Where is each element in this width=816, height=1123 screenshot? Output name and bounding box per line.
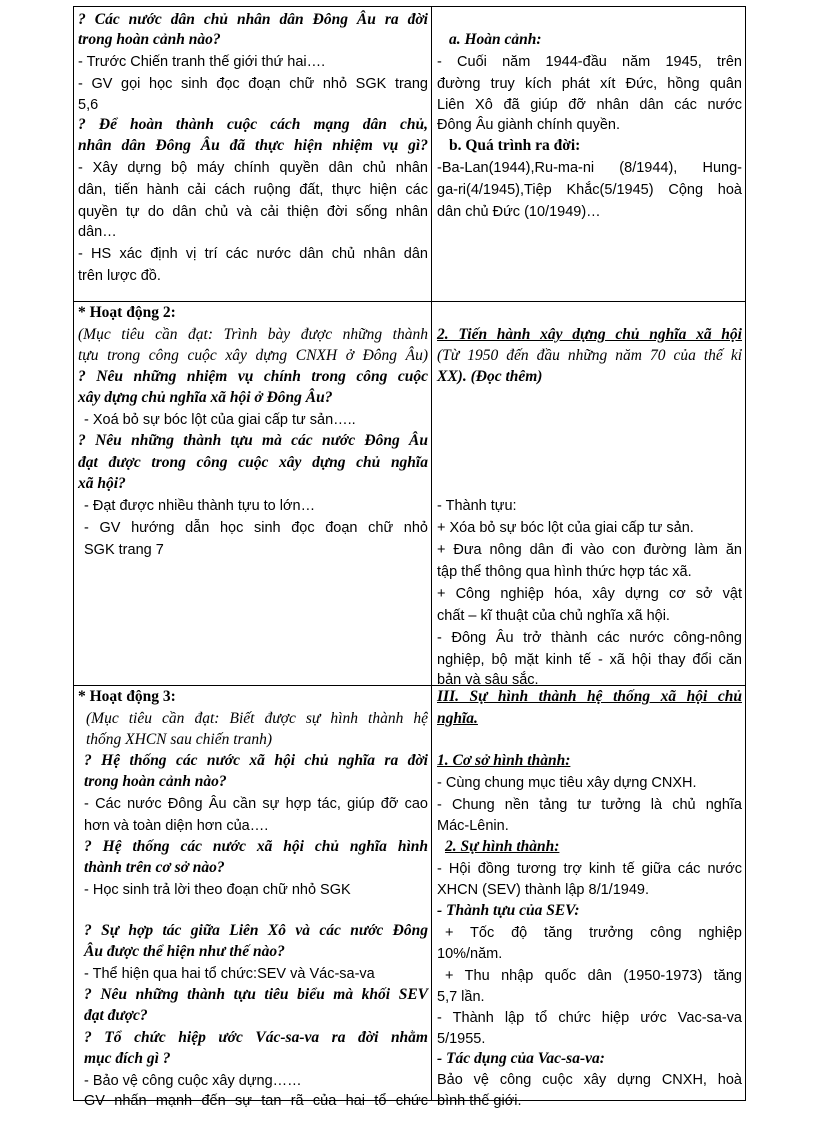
instruction-line: trên lược đồ. — [78, 268, 161, 284]
objective-line: thống XHCN sau chiến tranh) — [86, 731, 272, 748]
instruction-line: GV nhấn mạnh đến sự tan rã của hai tổ chức — [84, 1093, 428, 1109]
content-table — [73, 6, 746, 1109]
answer-line: - Xây dựng bộ máy chính quyền dân chủ nhân — [78, 160, 428, 176]
answer-line: - Thể hiện qua hai tổ chức:SEV và Vác-sa-va — [84, 966, 375, 982]
content-line: bình thế giới. — [437, 1093, 522, 1109]
section-heading: III. Sự hình thành hệ thống xã hội chủ — [437, 688, 742, 705]
section-heading: b. Quá trình ra đời: — [449, 137, 581, 154]
section-heading: a. Hoàn cảnh: — [449, 31, 542, 48]
answer-line: hơn và toàn diện hơn của…. — [84, 818, 269, 834]
question-line: ? Nêu những thành tựu mà các nước Đông Âu — [78, 432, 428, 449]
objective-line: (Mục tiêu cần đạt: Biết được sự hình thành hệ — [86, 710, 428, 727]
activity-heading: * Hoạt động 3: — [78, 688, 176, 705]
content-line: bản và sâu sắc. — [437, 672, 539, 688]
content-line: - Thành lập tổ chức hiệp ước Vac-sa-va — [437, 1010, 742, 1026]
question-line: thành trên cơ sở nào? — [84, 859, 225, 876]
content-line: - Đông Âu trở thành các nước công-nông — [437, 630, 742, 646]
content-line — [437, 302, 742, 324]
content-line: ga-ri(4/1945),Tiệp Khắc(5/1945) Cộng hoà — [437, 182, 742, 198]
content-line — [437, 9, 742, 31]
teacher-student-activity-cell — [74, 302, 431, 685]
instruction-line: 5,6 — [78, 97, 99, 113]
answer-line: - Đạt được nhiều thành tựu to lớn… — [84, 498, 316, 514]
lesson-content-cell — [431, 302, 745, 688]
content-line: + Xóa bỏ sự bóc lột của giai cấp tư sản. — [437, 520, 694, 536]
content-line: 10%/năm. — [437, 946, 503, 962]
content-line: XX). (Đọc thêm) — [437, 368, 543, 385]
question-line: mục đích gì ? — [84, 1050, 171, 1067]
question-line: đạt được? — [84, 1007, 148, 1024]
content-line: - Cùng chung mục tiêu xây dựng CNXH. — [437, 775, 697, 791]
content-line: đường truy kích phát xít Đức, hồng quân — [437, 76, 742, 92]
question-line: ? Để hoàn thành cuộc cách mạng dân chủ, — [78, 116, 428, 133]
table-row — [74, 685, 745, 1109]
content-subheading: - Tác dụng của Vac-sa-va: — [437, 1050, 605, 1067]
content-line: dân chủ Đức (10/1949)… — [437, 204, 601, 220]
table-row — [74, 301, 745, 688]
content-line: tập thể thông qua hình thức hợp tác xã. — [437, 564, 692, 580]
lesson-content-cell — [431, 7, 745, 301]
content-line: + Thu nhập quốc dân (1950-1973) tăng — [445, 968, 742, 984]
content-line: + Tốc độ tăng trưởng công nghiệp — [445, 925, 742, 941]
section-heading: 2. Tiến hành xây dựng chủ nghĩa xã hội — [437, 326, 742, 343]
instruction-line: SGK trang 7 — [84, 542, 164, 558]
question-line: ? Hệ thống các nước xã hội chủ nghĩa hình — [84, 838, 428, 855]
instruction-line: - GV gọi học sinh đọc đoạn chữ nhỏ SGK trang — [78, 76, 428, 92]
answer-line: dân… — [78, 224, 117, 240]
content-line: Liên Xô đã giúp đỡ nhân dân các nước — [437, 97, 742, 113]
content-subheading: - Thành tựu của SEV: — [437, 902, 580, 919]
question-line: ? Nêu những nhiệm vụ chính trong công cuộc — [78, 368, 428, 385]
subsection-heading: 1. Cơ sở hình thành: — [437, 752, 571, 769]
content-line: Bảo vệ công cuộc xây dựng CNXH, hoà — [437, 1072, 742, 1088]
answer-line: dân, tiến hành cải cách ruộng đất, thực hiện các — [78, 182, 428, 198]
question-line: đạt được trong công cuộc xây dựng chủ nghĩa — [78, 454, 428, 471]
teacher-student-activity-cell — [74, 686, 431, 1109]
question-line: trong hoàn cảnh nào? — [84, 773, 227, 790]
activity-heading: * Hoạt động 2: — [78, 304, 176, 321]
answer-line: - Trước Chiến tranh thế giới thứ hai…. — [78, 54, 326, 70]
answer-line: - Xoá bỏ sự bóc lột của giai cấp tư sản….. — [84, 412, 356, 428]
question-line: xây dựng chủ nghĩa xã hội ở Đông Âu? — [78, 389, 333, 406]
content-line: 5/1955. — [437, 1031, 486, 1047]
question-line: nhân dân Đông Âu đã thực hiện nhiệm vụ gì? — [78, 137, 428, 154]
content-line: Đông Âu giành chính quyền. — [437, 117, 620, 133]
question-line: trong hoàn cảnh nào? — [78, 31, 221, 48]
question-line: ? Nêu những thành tựu tiêu biểu mà khối SEV — [84, 986, 428, 1003]
answer-line: quyền tự do dân chủ và cải thiện đời sống nhân — [78, 204, 428, 220]
content-line: -Ba-Lan(1944),Ru-ma-ni (8/1944), Hung- — [437, 160, 742, 176]
section-heading: nghĩa. — [437, 710, 478, 727]
content-line: + Công nghiệp hóa, xây dựng cơ sở vật — [437, 586, 742, 602]
instruction-line: - GV hướng dẫn học sinh đọc đoạn chữ nhỏ — [84, 520, 428, 536]
content-line: Mác-Lênin. — [437, 818, 509, 834]
content-line: 5,7 lần. — [437, 989, 485, 1005]
question-line: ? Sự hợp tác giữa Liên Xô và các nước Đông — [84, 922, 428, 939]
teacher-student-activity-cell — [74, 7, 431, 301]
table-row — [74, 7, 745, 301]
question-line: ? Hệ thống các nước xã hội chủ nghĩa ra đời — [84, 752, 428, 769]
question-line: xã hội? — [78, 475, 126, 492]
content-line: + Đưa nông dân đi vào con đường làm ăn — [437, 542, 742, 558]
lesson-content-cell — [431, 686, 745, 1109]
question-line: ? Tổ chức hiệp ước Vác-sa-va ra đời nhằm — [84, 1029, 428, 1046]
instruction-line: - HS xác định vị trí các nước dân chủ nhân dân — [78, 246, 428, 262]
question-line: ? Các nước dân chủ nhân dân Đông Âu ra đời — [78, 11, 428, 28]
objective-line: (Mục tiêu cần đạt: Trình bày được những thành — [78, 326, 428, 343]
content-line: (Từ 1950 đến đầu những năm 70 của thế kỉ — [437, 347, 742, 364]
content-line: nghiệp, bộ mặt kinh tế - xã hội thay đổi căn — [437, 652, 742, 668]
objective-line: tựu trong công cuộc xây dựng CNXH ở Đông Âu) — [78, 347, 428, 364]
content-line: - Cuối năm 1944-đầu năm 1945, trên — [437, 54, 742, 70]
answer-line: - Bảo vệ công cuộc xây dựng…… — [84, 1073, 302, 1089]
answer-line: - Các nước Đông Âu cần sự hợp tác, giúp đỡ cao — [84, 796, 428, 812]
content-line: XHCN (SEV) thành lập 8/1/1949. — [437, 882, 649, 898]
question-line: Âu được thể hiện như thế nào? — [84, 943, 285, 960]
answer-line: - Học sinh trả lời theo đoạn chữ nhỏ SGK — [84, 882, 351, 898]
content-line: - Chung nền tảng tư tưởng là chủ nghĩa — [437, 797, 742, 813]
content-line: chất – kĩ thuật của chủ nghĩa xã hội. — [437, 608, 670, 624]
subsection-heading: 2. Sự hình thành: — [445, 838, 560, 855]
content-line: - Thành tựu: — [437, 498, 517, 514]
content-line: - Hội đồng tương trợ kinh tế giữa các nước — [437, 861, 742, 877]
